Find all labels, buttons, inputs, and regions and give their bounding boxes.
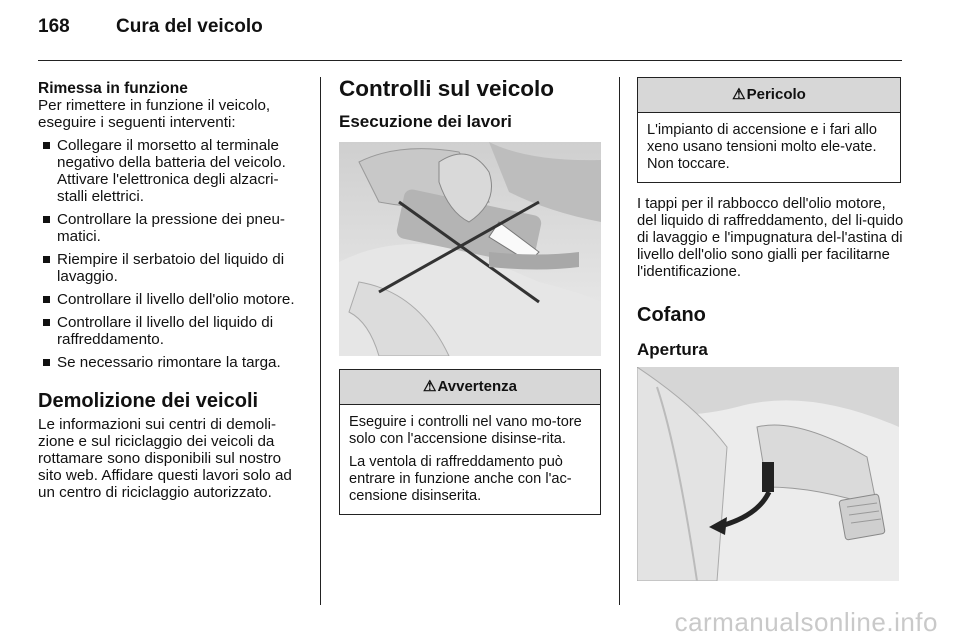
warning-box-body — [340, 405, 600, 514]
danger-box-title: Pericolo — [746, 86, 806, 103]
header-rule — [38, 60, 902, 61]
section-title-controlli: Controlli sul veicolo — [339, 76, 555, 101]
right-column — [637, 196, 905, 358]
danger-box — [637, 77, 901, 183]
warning-triangle-icon: ⚠ — [732, 86, 746, 103]
warning-paragraph: Eseguire i controlli nel vano mo-tore solo con l'accensione disinse-rita. — [349, 414, 582, 447]
list-item: Collegare il morsetto al terminale negativo della batteria del veicolo. Attivare l'elettronica degli alzacri-stalli elettrici. — [38, 137, 308, 205]
middle-column — [339, 77, 601, 130]
subtitle-esecuzione: Esecuzione dei lavori — [339, 112, 512, 131]
warning-box — [339, 369, 601, 515]
section-title-cofano: Cofano — [637, 304, 706, 326]
warning-paragraph: La ventola di raffreddamento può entrare in funzione anche con l'ac-censione disinserita. — [349, 454, 572, 504]
left-column — [38, 80, 308, 501]
column-divider-right — [619, 77, 620, 605]
hood-release-illustration — [637, 367, 899, 581]
warning-triangle-icon: ⚠ — [423, 378, 437, 395]
danger-paragraph: L'impianto di accensione e i fari allo xeno usano tensioni molto ele-vate. Non toccare. — [647, 122, 877, 172]
warning-box-title: Avvertenza — [437, 378, 517, 395]
page-number: 168 — [38, 16, 70, 37]
warning-box-header — [340, 370, 600, 405]
column-divider-left — [320, 77, 321, 605]
engine-bay-image — [339, 142, 601, 356]
section-title-rimessa: Rimessa in funzione — [38, 80, 188, 97]
section-title-demolizione: Demolizione dei veicoli — [38, 390, 259, 412]
rimessa-intro: Per rimettere in funzione il veicolo, eseguire i seguenti interventi: — [38, 97, 271, 131]
rimessa-list — [38, 137, 308, 371]
list-item: Riempire il serbatoio del liquido di lavaggio. — [38, 251, 308, 285]
danger-box-body — [638, 113, 900, 182]
list-item: Se necessario rimontare la targa. — [38, 354, 308, 371]
list-item: Controllare il livello del liquido di raffreddamento. — [38, 314, 308, 348]
caps-paragraph: I tappi per il rabbocco dell'olio motore, del liquido di raffreddamento, del li-quido di lavaggio e l'impugnatura del-l'astina di livello dell'olio sono gialli per facilitarne l'identificazione. — [637, 196, 904, 280]
danger-box-header — [638, 78, 900, 113]
demolizione-text: Le informazioni sui centri di demoli-zione e sul riciclaggio dei veicoli da rottamare sono disponibili sul nostro sito web. Affidare questi lavori solo ad un centro di riciclaggio autorizzato. — [38, 416, 292, 501]
page-title: Cura del veicolo — [116, 16, 263, 37]
list-item: Controllare il livello dell'olio motore. — [38, 291, 308, 308]
engine-bay-illustration — [339, 142, 601, 356]
subtitle-apertura: Apertura — [637, 340, 708, 359]
watermark: carmanualsonline.info — [674, 607, 938, 637]
list-item: Controllare la pressione dei pneu-matici. — [38, 211, 308, 245]
hood-release-image — [637, 367, 899, 581]
page-header — [38, 16, 263, 38]
